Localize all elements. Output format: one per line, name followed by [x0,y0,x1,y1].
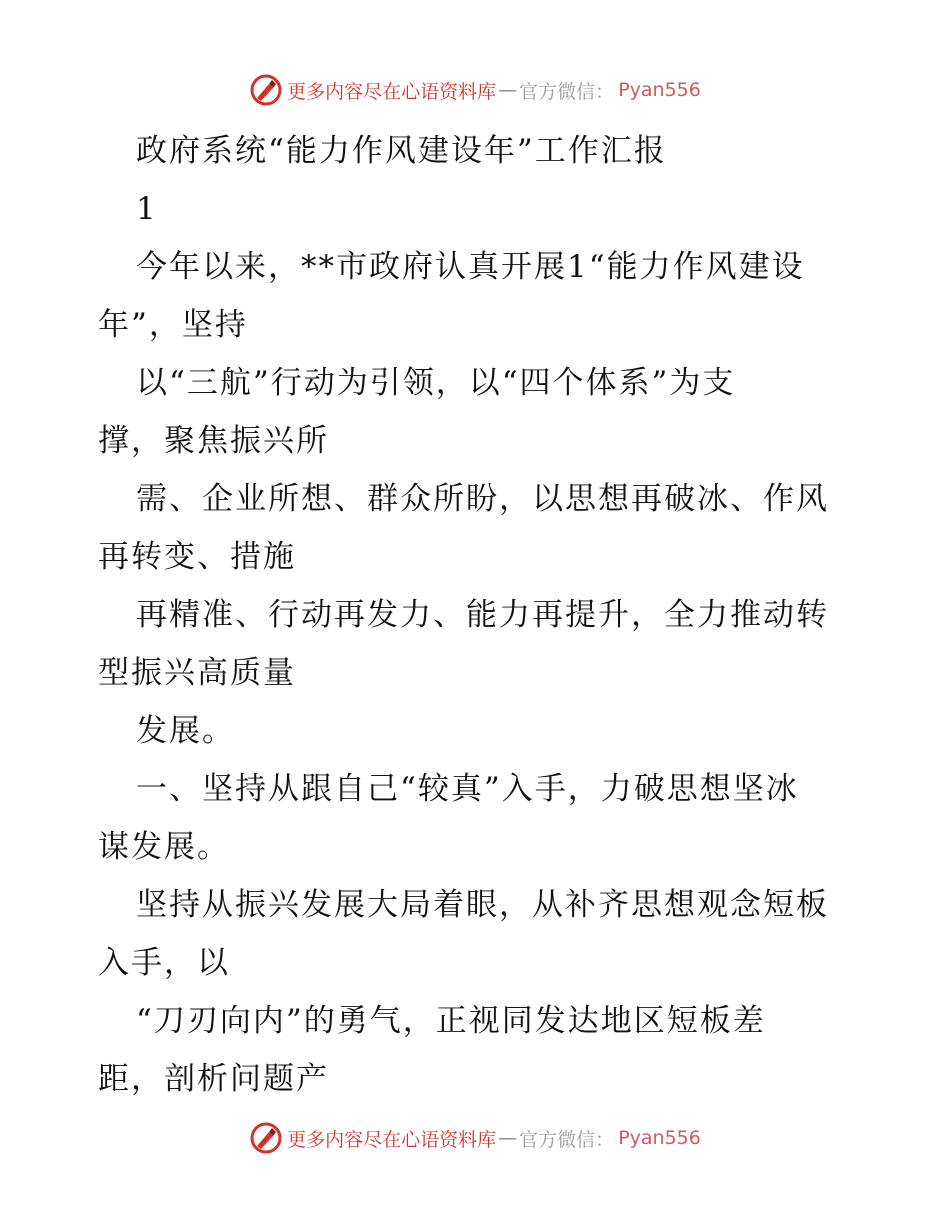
text-line: 以“三航”行动为引领，以“四个体系”为支 [136,365,736,401]
text-line: 发展。 [136,713,235,749]
text-line: 入手，以 [98,945,230,981]
watermark-wechat-id: Pyan556 [618,1127,701,1149]
watermark-wechat-id: Pyan556 [618,79,701,101]
footer-watermark [0,1118,950,1158]
text-line: 年”，坚持 [98,307,248,343]
watermark-separator: — [498,1127,518,1149]
text-line: 谋发展。 [98,829,230,865]
text-line: 需、企业所想、群众所盼，以思想再破冰、作风 [136,481,829,517]
watermark-separator: — [498,79,518,101]
pen-circle-logo-icon [249,1121,283,1155]
text-line: 再转变、措施 [98,539,296,575]
text-line: 1 [136,191,158,227]
pen-circle-logo-icon [249,73,283,107]
text-line: 坚持从振兴发展大局着眼，从补齐思想观念短板 [136,887,829,923]
text-line: 再精准、行动再发力、能力再提升，全力推动转 [136,597,829,633]
text-line: 撑，聚焦振兴所 [98,423,329,459]
header-watermark [0,70,950,110]
text-line: 今年以来，**市政府认真开展1“能力作风建设 [136,249,805,285]
watermark-brand: 更多内容尽在心语资料库 [287,1128,497,1151]
watermark-brand: 更多内容尽在心语资料库 [287,80,497,103]
watermark-wechat-label: 官方微信： [519,1128,615,1151]
text-line: 一、坚持从跟自己“较真”入手，力破思想坚冰 [136,771,799,807]
document-body [98,122,858,1108]
document-title: 政府系统“能力作风建设年”工作汇报 [136,133,667,169]
text-line: “刀刃向内”的勇气，正视同发达地区短板差 [136,1003,766,1039]
text-line: 距，剖析问题产 [98,1061,329,1097]
watermark-wechat-label: 官方微信： [519,80,615,103]
text-line: 型振兴高质量 [98,655,296,691]
